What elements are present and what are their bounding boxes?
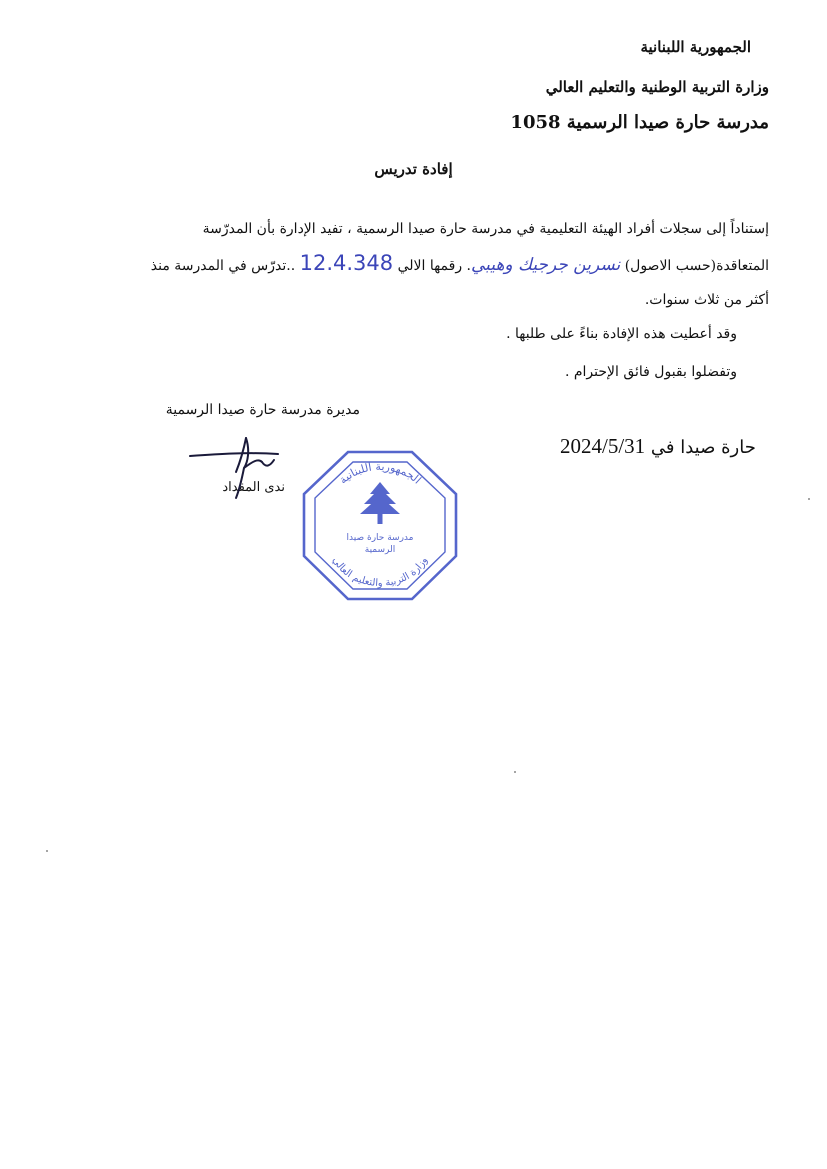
teacher-number-handwritten: 12.4.348 bbox=[299, 251, 394, 275]
date-line bbox=[560, 434, 756, 459]
official-stamp bbox=[300, 448, 460, 603]
paragraph-line-2-end: ..تدرّس في المدرسة منذ bbox=[150, 258, 296, 274]
closing-line: وتفضلوا بقبول فائق الإحترام . bbox=[564, 364, 737, 380]
date-prefix: حارة صيدا في bbox=[650, 437, 756, 458]
document-title: إفادة تدريس bbox=[374, 160, 453, 178]
date-value: 2024/5/31 bbox=[560, 434, 646, 458]
teacher-name-handwritten: نسرين جرجيك وهيبي bbox=[471, 255, 621, 275]
scan-speck bbox=[514, 771, 516, 773]
stamp-inner-line-1: مدرسة حارة صيدا bbox=[346, 533, 414, 543]
paragraph-line-2-start: المتعاقدة(حسب الاصول) bbox=[624, 258, 769, 274]
paragraph-line-1: إستناداً إلى سجلات أفراد الهيئة التعليمية في مدرسة حارة صيدا الرسمية ، تفيد الإدارة بأن المدرّسة bbox=[202, 221, 769, 237]
stamp-inner-line-2: الرسمية bbox=[364, 545, 396, 555]
paragraph-line-3: أكثر من ثلاث سنوات. bbox=[644, 292, 769, 308]
paragraph-line-2: المتعاقدة(حسب الاصول) نسرين جرجيك وهيبي. رقمها الالي 12.4.348 ..تدرّس في المدرسة منذ bbox=[150, 251, 769, 275]
header-ministry: وزارة التربية الوطنية والتعليم العالي bbox=[545, 78, 769, 96]
signature bbox=[188, 432, 288, 502]
body-paragraph bbox=[57, 212, 769, 317]
header-school: مدرسة حارة صيدا الرسمية 1058 bbox=[510, 112, 769, 133]
stamp-text-bottom: وزارة التربية والتعليم العالي bbox=[329, 555, 430, 590]
number-label: رقمها الالي bbox=[397, 258, 463, 274]
request-line: وقد أعطيت هذه الإفادة بناءً على طلبها . bbox=[506, 326, 737, 342]
scan-speck bbox=[808, 498, 810, 500]
header-country: الجمهورية اللبنانية bbox=[640, 38, 751, 56]
signatory-title: مديرة مدرسة حارة صيدا الرسمية bbox=[165, 402, 360, 418]
signatory-name: ندى المقداد bbox=[222, 480, 285, 495]
stamp-text-top: الجمهورية اللبنانية bbox=[336, 459, 424, 487]
scan-speck bbox=[46, 850, 48, 852]
cedar-icon bbox=[360, 482, 400, 524]
